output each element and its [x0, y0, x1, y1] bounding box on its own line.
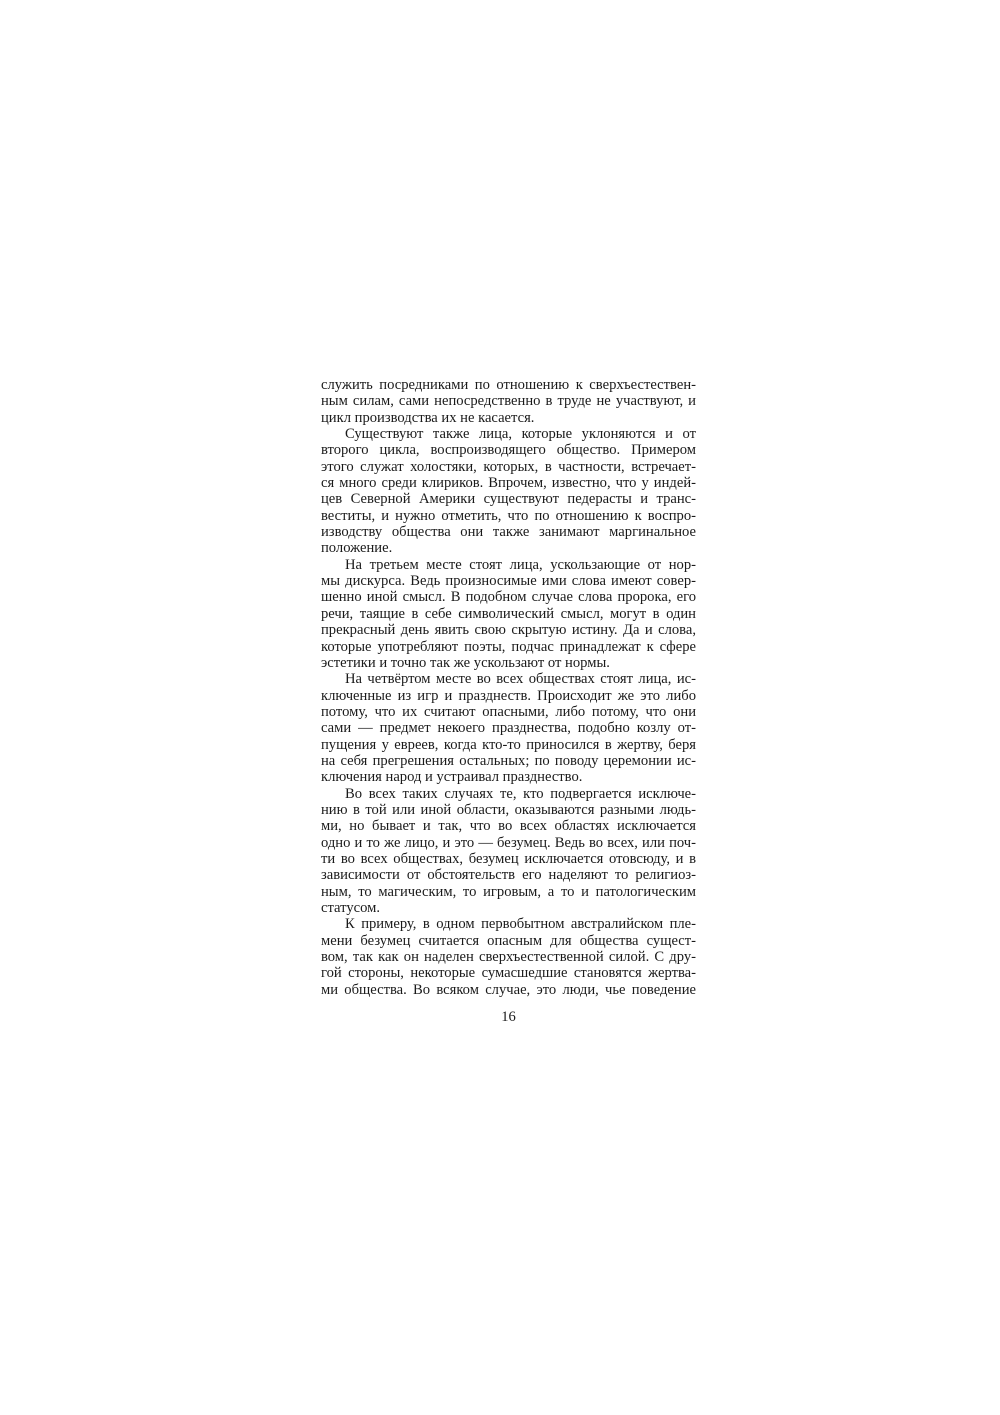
text-line: нию в той или иной области, оказываются разными людь-: [321, 801, 696, 818]
text-line: служить посредниками по отношению к сверхъестествен-: [321, 377, 696, 393]
text-line: пущения у евреев, когда кто-то приносился в жертву, беря: [321, 736, 696, 753]
text-line: этого служат холостяки, которых, в частности, встречает-: [321, 458, 696, 475]
text-line: Во всех таких случаях те, кто подвергается исключе-: [345, 785, 696, 802]
text-line: мени безумец считается опасным для общества сущест-: [321, 932, 696, 949]
text-line: На третьем месте стоят лица, ускользающие от нор-: [345, 556, 696, 573]
text-line: цев Северной Америки существуют педерасты и транс-: [321, 491, 696, 508]
text-line: сами — предмет некоего празднества, подобно козлу от-: [321, 720, 696, 737]
text-line: ным, то магическим, то игровым, а то и патологическим: [321, 883, 696, 900]
text-line: веститы, и нужно отметить, что по отношению к воспро-: [321, 507, 696, 524]
text-line: зависимости от обстоятельств его наделяют то религиоз-: [321, 867, 696, 884]
text-line: Существуют также лица, которые уклоняются и от: [345, 426, 696, 443]
text-line: изводству общества они также занимают маргинальное: [321, 524, 696, 541]
text-line: вом, так как он наделен сверхъестественной силой. С дру-: [321, 949, 696, 966]
text-line: цикл производства их не касается.: [321, 409, 535, 426]
text-line: К примеру, в одном первобытном австралийском пле-: [345, 916, 696, 933]
text-line: ся много среди клириков. Впрочем, известно, что у индей-: [321, 475, 696, 492]
text-line: ми, но бывает и так, что во всех областях исключается: [321, 818, 696, 835]
text-line: второго цикла, воспроизводящего общество. Примером: [321, 442, 696, 459]
page-number: 16: [501, 1009, 516, 1025]
text-line: одно и то же лицо, и это — безумец. Ведь во всех, или поч-: [321, 834, 696, 851]
text-line: ми общества. Во всяком случае, это люди, чье поведение: [321, 981, 696, 998]
body-text: [321, 377, 696, 998]
text-line: на себя прегрешения остальных; по поводу церемонии ис-: [321, 752, 696, 769]
text-line: ключенные из игр и празднеств. Происходит же это либо: [321, 687, 696, 704]
text-line: речи, таящие в себе символический смысл, могут в один: [321, 605, 696, 622]
text-line: ти во всех обществах, безумец исключается отовсюду, и в: [321, 850, 696, 867]
text-line: ключения народ и устраивал празднество.: [321, 769, 583, 786]
text-line: положение.: [321, 540, 393, 557]
text-line: шенно иной смысл. В подобном случае слова пророка, его: [321, 589, 696, 606]
text-line: ным силам, сами непосредственно в труде не участвуют, и: [321, 393, 696, 410]
text-line: На четвёртом месте во всех обществах стоят лица, ис-: [345, 671, 696, 688]
text-line: которые употребляют поэты, подчас принадлежат к сфере: [321, 638, 696, 655]
text-line: прекрасный день явить свою скрытую истину. Да и слова,: [321, 622, 696, 639]
text-line: гой стороны, некоторые сумасшедшие становятся жертва-: [321, 965, 696, 982]
text-line: статусом.: [321, 900, 380, 916]
text-line: эстетики и точно так же ускользают от нормы.: [321, 654, 610, 671]
text-line: мы дискурса. Ведь произносимые ими слова имеют совер-: [321, 573, 696, 590]
text-line: потому, что их считают опасными, либо потому, что они: [321, 703, 696, 720]
